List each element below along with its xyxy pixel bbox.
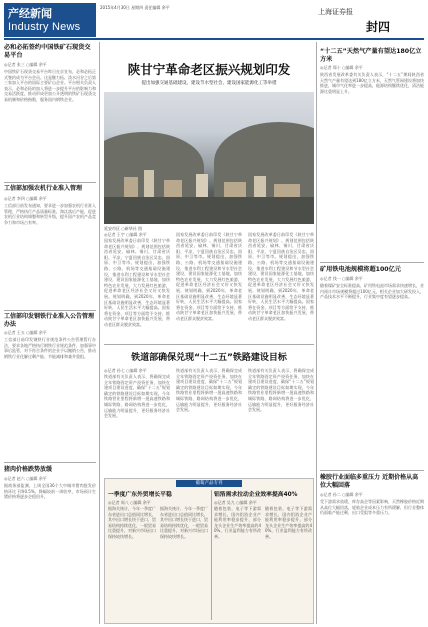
byline-bhp: ◎记者 张三 ○编辑 余平 (4, 62, 47, 67)
byline-guangdong-trade: ◎记者 周八 ○编辑 余平 (108, 500, 151, 505)
headline-steel: 工信部印发钢铁行业准入公告管理办法 (4, 313, 95, 328)
byline-steel: ◎记者 王五 ○编辑 余平 (4, 330, 47, 335)
rail-body-col1: 铁道部有关负责人表示，将确保完成全年铁路固定资产投资任务，加快在建项目建设进度，确保“十二五”规划确定的铁路建设目标如期实现。今年铁路营业里程将新增一批高速铁路和城际铁路，路网结构将进一步优化，运输能力明显提升，更好服务经济社会发展。 (104, 374, 170, 419)
lead-byline: ◎记者 王宇 ○编辑 余平 (104, 232, 147, 237)
article-body-mining-battery: 随着煤矿安全标准提高，矿用铁电池市场需求快速增长，业内预计市场规模将超过100亿元，相关企业加大研发投入，产品技术水平不断提升，行业集中度有望逐步提高。 (320, 283, 424, 300)
dateline: 2015年4月30日 星期四 责任编辑 余平 (100, 5, 170, 10)
column-rule (316, 42, 317, 624)
header-rule (4, 38, 424, 40)
photo-building (224, 182, 246, 198)
page-number: 封四 (366, 20, 391, 34)
byline-rubber: ◎记者 孙二 ○编辑 余平 (320, 492, 363, 497)
headline-pork: 猪肉价格跌势放缓 (4, 466, 53, 473)
byline-foil: ◎记者 吴九 ○编辑 余平 (214, 500, 257, 505)
headline-foil: 铝箔需求拉动企业效率提高40% (214, 492, 298, 498)
article-body-rubber: 受下游需求放缓、库存高企等因素影响，天然橡胶价格近期从高位大幅回落，轮胎企业成本压力有所缓解，但行业整体仍面临产能过剩、出口受阻等多重压力。 (320, 499, 424, 516)
divider (4, 310, 96, 311)
byline-natural-gas: ◎记者 郑十 ○编辑 余平 (320, 65, 363, 70)
lead-body-col1: 国家发展改革委日前印发《陕甘宁革命老区振兴规划》。规划范围包括陕西省延安、榆林、铜川，甘肃省庆阳、平凉，宁夏回族自治区吴忠、固原、中卫等市。规划提出，加强铁路、公路、机场等交通基础设施建设，推进水利工程建设和节水型社会建设，建设国家能源化工基地，加快特色农业发展，大力发展红色旅游，促进革命老区经济社会又好又快发展。规划明确，到2020年，革命老区基础设施明显改善，生态环境显著好转，人民生活水平大幅提高。国家将在资金、项目等方面给予支持，推动陕甘宁革命老区加快振兴发展，带动老区群众脱贫致富。 (104, 238, 170, 327)
masthead (4, 3, 96, 37)
byline-mining-battery: ◎记者 钱一 ○编辑 余平 (320, 276, 363, 281)
divider (4, 462, 96, 463)
rail-body-col2: 铁道部有关负责人表示，将确保完成全年铁路固定资产投资任务，加快在建项目建设进度，确保“十二五”规划确定的铁路建设目标如期实现。今年铁路营业里程将新增一批高速铁路和城际铁路，路网结构将进一步优化，运输能力明显提升，更好服务经济社会发展。 (176, 368, 242, 413)
divider (104, 344, 314, 345)
newspaper-name: 上海证券报 (318, 8, 353, 16)
rail-body-col3: 铁道部有关负责人表示，将确保完成全年铁路固定资产投资任务，加快在建项目建设进度，确保“十二五”规划确定的铁路建设目标如期实现。今年铁路营业里程将新增一批高速铁路和城际铁路，路网结构将进一步优化，运输能力明显提升，更好服务经济社会发展。 (248, 368, 314, 413)
photo-building (124, 177, 138, 197)
article-body-natural-gas: 陕西省发展改革委有关负责人表示，“十二五”期间陕西省天然气产量有望达到180亿立方米，天然气管网建设将加快推进，城市气化率进一步提高，能源结构继续优化，清洁能源比重明显上升。 (320, 72, 424, 94)
body-guangdong-col1: 据海关统计，今年一季度广东省进出口总值同比增长，其中出口增长快于进口，贸易结构持续优化，一般贸易比重提升，对新兴市场出口保持较快增长。 (108, 506, 156, 539)
lead-photo (104, 92, 314, 224)
lead-body-col2: 国家发展改革委日前印发《陕甘宁革命老区振兴规划》。规划范围包括陕西省延安、榆林、铜川，甘肃省庆阳、平凉，宁夏回族自治区吴忠、固原、中卫等市。规划提出，加强铁路、公路、机场等交通基础设施建设，推进水利工程建设和节水型社会建设，建设国家能源化工基地，加快特色农业发展，大力发展红色旅游，促进革命老区经济社会又好又快发展。规划明确，到2020年，革命老区基础设施明显改善，生态环境显著好转，人民生活水平大幅提高。国家将在资金、项目等方面给予支持，推动陕甘宁革命老区加快振兴发展，带动老区群众脱贫致富。 (176, 232, 242, 321)
photo-building (164, 180, 182, 198)
section-title-en: Industry News (8, 21, 81, 33)
divider (4, 182, 96, 183)
body-foil-col2: 随着包装、电子等下游需求增长，国内铝箔企业产能利用率稳步提升，部分龙头企业生产效率提高约40%，行业盈利能力有所改善。 (265, 506, 312, 539)
photo-hill (104, 132, 204, 202)
body-guangdong-col2: 据海关统计，今年一季度广东省进出口总值同比增长，其中出口增长快于进口，贸易结构持续优化，一般贸易比重提升，对新兴市场出口保持较快增长。 (160, 506, 208, 539)
byline-agri-machine: ◎记者 李四 ○编辑 余平 (4, 196, 47, 201)
divider (320, 262, 424, 263)
body-foil-col1: 随着包装、电子等下游需求增长，国内铝箔企业产能利用率稳步提升，部分龙头企业生产效率提高约40%，行业盈利能力有所改善。 (214, 506, 261, 539)
byline-pork: ◎记者 赵六 ○编辑 余平 (4, 476, 47, 481)
feature-tag: 葡萄产品专刊 (176, 480, 242, 487)
headline-agri-machine: 工信部加强农机行业准入管理 (4, 185, 83, 192)
photo-building (196, 174, 208, 198)
column-rule (211, 490, 212, 620)
rail-headline: 铁道部确保兑现“十二五”铁路建设目标 (131, 353, 287, 363)
headline-bhp: 必和必拓签约中国铁矿石现货交易平台 (4, 44, 91, 59)
headline-mining-battery: 矿用铁电池规模将超100亿元 (320, 266, 401, 273)
lead-subtitle: 提出加强交通基础建设、建设节水型社会、建设国家能源化工等举措 (141, 81, 277, 86)
lead-headline: 陕甘宁革命老区振兴规划印发 (127, 62, 291, 77)
photo-building (144, 170, 154, 198)
headline-natural-gas: “十二五”天然气产量有望达180亿立方米 (320, 48, 422, 63)
article-body-steel: 工信部日前印发钢铁行业规范条件公告管理暂行办法，要求各地严格执行钢铁行业规范条件，加强事中事后监管，对不符合条件的企业予以撤销公告，推动钢铁行业化解过剩产能、节能减排和兼并重组。 (4, 337, 96, 359)
rail-byline: ◎记者 孙七 ○编辑 余平 (104, 368, 147, 373)
photo-foreground (104, 197, 314, 224)
lead-body-col3: 国家发展改革委日前印发《陕甘宁革命老区振兴规划》。规划范围包括陕西省延安、榆林、铜川，甘肃省庆阳、平凉，宁夏回族自治区吴忠、固原、中卫等市。规划提出，加强铁路、公路、机场等交通基础设施建设，推进水利工程建设和节水型社会建设，建设国家能源化工基地，加快特色农业发展，大力发展红色旅游，促进革命老区经济社会又好又快发展。规划明确，到2020年，革命老区基础设施明显改善，生态环境显著好转，人民生活水平大幅提高。国家将在资金、项目等方面给予支持，推动陕甘宁革命老区加快振兴发展，带动老区群众脱贫致富。 (248, 232, 314, 321)
photo-building (254, 176, 266, 198)
headline-rubber: 橡胶行业面临多重压力 近期价格从高位大幅回落 (320, 474, 419, 489)
headline-guangdong-trade: 一季度广东外贸增长平稳 (108, 492, 172, 498)
article-body-bhp: 中国铁矿石现货交易平台昨日在京宣布，必和必拓正式签约成为平台会员。这是继力拓、淡水河谷之后第三家加入平台的国际主要矿山企业。平台相关负责人表示，必和必拓的加入将进一步提升平台的影响力和交易活跃度，推动形成更加公开透明的铁矿石现货交易机制和价格指数，服务国内钢铁企业。 (4, 69, 96, 102)
photo-caption: 延安市区 ○新华社 图 (104, 226, 143, 231)
article-body-agri-machine: 工信部日前发布通知，要求进一步加强农机行业准入管理，严格执行产品质量标准，淘汰落后产能，促进农机行业结构调整和转型升级，提升国产农机产品竞争力和市场占有率。 (4, 203, 96, 225)
column-rule (99, 42, 100, 624)
article-body-pork: 据商务部监测，上周全国36个大中城市猪肉批发价格环比下降0.5%，降幅较前一周收窄，市场预计生猪价格将逐步企稳回升。 (4, 483, 96, 500)
photo-building (274, 184, 300, 198)
section-title-cn: 产经新闻 (8, 7, 52, 20)
divider (320, 470, 424, 471)
